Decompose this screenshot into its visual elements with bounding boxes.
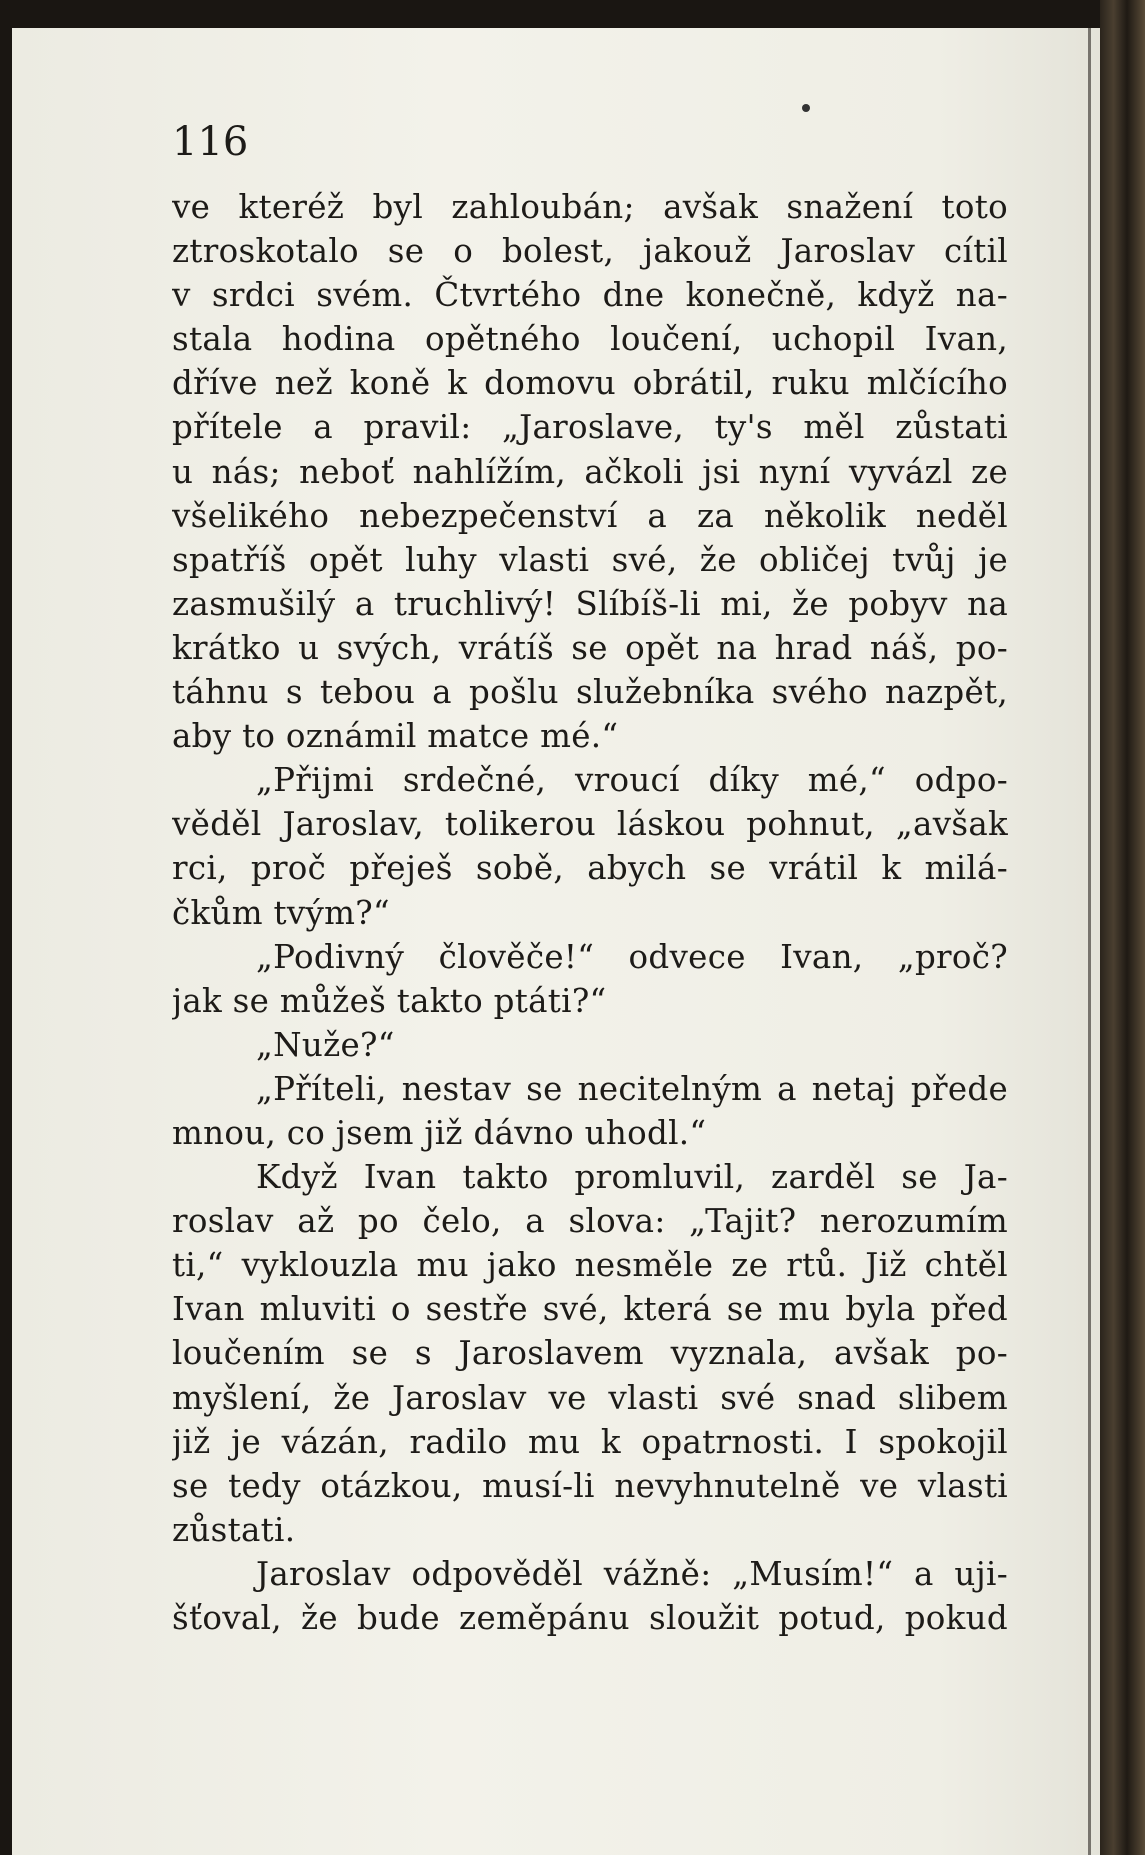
text-line: již je vázán, radilo mu k opatrnosti. I spokojil	[172, 1422, 1008, 1461]
text-line: jak se můžeš takto ptáti?“	[172, 981, 607, 1020]
page-number: 116	[172, 119, 249, 165]
text-line: u nás; neboť nahlížím, ačkoli jsi nyní vyvázl ze	[172, 452, 1008, 491]
text-line: šťoval, že bude zeměpánu sloužit potud, pokud	[172, 1599, 1008, 1637]
text-line: krátko u svých, vrátíš se opět na hrad náš, po-	[172, 628, 1008, 667]
text-line: rci, proč přeješ sobě, abych se vrátil k milá-	[172, 849, 1008, 888]
text-line: Když Ivan takto promluvil, zarděl se Ja-	[256, 1158, 1008, 1197]
text-line: stala hodina opětného loučení, uchopil Ivan,	[172, 320, 1008, 359]
text-line: aby to oznámil matce mé.“	[172, 717, 619, 756]
text-line: „Podivný člověče!“ odvece Ivan, „proč?	[256, 937, 1008, 976]
text-line: se tedy otázkou, musí-li nevyhnutelně ve vlasti	[172, 1466, 1008, 1505]
text-line: Jaroslav odpověděl vážně: „Musím!“ a uji-	[256, 1554, 1008, 1593]
text-line: „Přijmi srdečné, vroucí díky mé,“ odpo-	[256, 761, 1008, 800]
text-line: loučením se s Jaroslavem vyznala, avšak po-	[172, 1334, 1008, 1373]
text-line: Ivan mluviti o sestře své, která se mu byla před	[172, 1290, 1008, 1329]
body-text	[172, 185, 1008, 1640]
text-line: zasmušilý a truchlivý! Slíbíš-li mi, že pobyv na	[172, 584, 1008, 623]
book-gutter	[1100, 0, 1145, 1855]
text-line: mnou, co jsem již dávno uhodl.“	[172, 1113, 707, 1152]
text-line: přítele a pravil: „Jaroslave, ty's měl zůstati	[172, 408, 1008, 447]
page-edge-shadow	[1088, 28, 1091, 1855]
text-line: „Nuže?“	[256, 1025, 395, 1064]
text-line: „Příteli, nestav se necitelným a netaj přede	[256, 1069, 1008, 1108]
text-line: roslav až po čelo, a slova: „Tajit? nerozumím	[172, 1202, 1008, 1241]
text-line: spatříš opět luhy vlasti své, že obličej tvůj je	[172, 540, 1008, 579]
text-line: všelikého nebezpečenství a za několik neděl	[172, 496, 1008, 535]
text-line: dříve než koně k domovu obrátil, ruku mlčícího	[172, 364, 1008, 403]
text-line: myšlení, že Jaroslav ve vlasti své snad slibem	[172, 1378, 1008, 1417]
text-line: ztroskotalo se o bolest, jakouž Jaroslav cítil	[172, 232, 1008, 271]
text-line: čkům tvým?“	[172, 893, 390, 932]
text-line: věděl Jaroslav, tolikerou láskou pohnut, „avšak	[172, 805, 1008, 844]
text-line: v srdci svém. Čtvrtého dne konečně, když na-	[172, 276, 1008, 315]
text-line: ve kteréž byl zahloubán; avšak snažení toto	[172, 188, 1008, 226]
text-line: ti,“ vyklouzla mu jako nesměle ze rtů. Již chtěl	[172, 1246, 1008, 1285]
text-line: táhnu s tebou a pošlu služebníka svého nazpět,	[172, 673, 1008, 712]
ink-speck	[802, 104, 810, 112]
text-line: zůstati.	[172, 1510, 296, 1549]
